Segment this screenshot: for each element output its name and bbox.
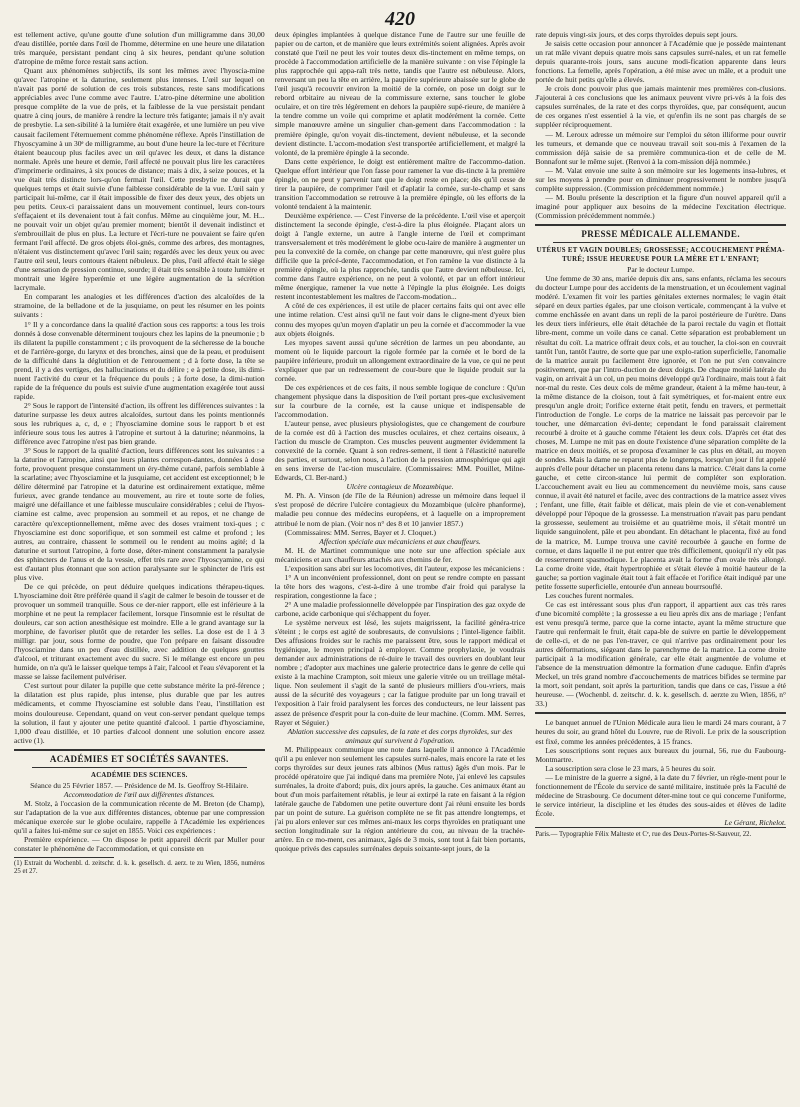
paragraph: C'est surtout pour dilater la pupille que cette substance mérite la pré-férence ; la dilatation est plus rapide, plus intense, plus durable que par les autres médicaments, et comme l'hyosciamine est soluble dans l'eau, l'instillation est moins douloureuse. Cependant, quand on veut con-server pendant quelque temps la solution, il faut y ajouter une petite quantité d'alcool. 1 partie d'hyosciamine, 1,000 d'eau distillée, et 10 parties d'alcool donnent une solution encore assez active (1). bbox=[14, 681, 265, 745]
paragraph: est tellement active, qu'une goutte d'une solution d'un milligramme dans 30,00 d'eau distillée, portée dans l'œil de l'homme, détermine en une heure une dilatation très marquée, persistant pendant cinq à six heures, pendant qu'une solution d'atropine de même force restait sans action. bbox=[14, 30, 265, 67]
paragraph: Les souscriptions sont reçues aux bureaux du journal, 56, rue du Faubourg-Montmartre. bbox=[535, 745, 786, 764]
paragraph: rate depuis vingt-six jours, et des corps thyroïdes depuis sept jours. bbox=[535, 30, 738, 39]
paragraph: A côté de ces expériences, il est utile de placer certains faits qui ont avec elle une intime relation. C'est ainsi qu'il ne faut voir dans le cligne-ment d'yeux bien connu des myopes qu'un moyen d'aplatir un peu la cornée et d'accommoder la vue aux objets éloignés. bbox=[274, 301, 526, 338]
paragraph: De ce qui précède, on peut déduire quelques indications thérapeu-tiques. L'hyosciamine doit être préférée quand il s'agit de calmer le besoin de tousser et de provoquer un sommeil tranquille. Sous ce der-nier rapport, elle est inférieure à la morphine et ne peut la remplacer facilement, lorsque l'insomnie est le résultat de douleurs, car son action anesthésique est moindre. Elle a le grand avantage sur la morphine, de favoriser plutôt que de retarder les selles. La dose est de 1 à 3 milligr. par jour, sous forme de poudre, que l'on prépare en faisant dissoudre l'hyosciamine dans un peu d'eau distillée, avec addition de quelques gouttes d'alcool, et triturant exactement avec du sucre. Si le mélange est encore un peu humide, on n'a qu'à le laisser quelque temps à l'air, l'alcool et l'eau s'évaporent et la masse se laisse facilement pulvériser. bbox=[14, 581, 265, 682]
title-divider bbox=[553, 242, 768, 243]
paragraph: M. Stolz, à l'occasion de la communication récente de M. Breton (de Champ), sur l'adaptation de la vue aux différentes distances, obtenue par une compression mécanique exercée sur le globe oculaire, rappelle à l'Académie les expériences qu'il a faites lui-même sur ce sujet en 1855. Voici ces expériences : bbox=[14, 798, 265, 836]
printer-line: Paris.— Typographie Félix Malteste et Cᵉ, rue des Deux-Portes-St-Sauveur, 22. bbox=[535, 827, 786, 839]
paragraph: La souscription sera close le 23 mars, à 5 heures du soir. bbox=[545, 763, 716, 773]
paragraph: L'auteur pense, avec plusieurs physiologistes, que ce changement de courbure de la cornée est dû à l'action des muscles oculaires, et chez certains oiseaux, à l'action du muscle de Crampton. Ces muscles peuvent augmenter évidemment la convexité de la cornée. Quant à son redres-sement, il tient à l'élasticité naturelle des parties, et surtout, selon nous, à l'action de la pression atmosphérique qui agit en sens inverse de l'ac-tion musculaire. (Commissaires: MM. Pouillet, Milne-Edwards, Cl. Ber-nard.) bbox=[274, 419, 526, 483]
paragraph: — M. Leroux adresse un mémoire sur l'emploi du séton illiforme pour ouvrir les tumeurs, et demande que ce nouveau travail soit sou-mis à l'examen de la commission déjà saisie de sa première communica-tion et de celle de M. Bonnafont sur le même sujet. (Renvoi à la com-mission déjà nommée.) bbox=[535, 129, 786, 166]
paragraph: 1° Il y a concordance dans la qualité d'action sous ces rapports: a tous les trois donnés à dose convenable déterminent toujours chez les lapins de la pneumonie ; b ils dilatent la pupille constamment ; c ils provoquent de la sécheresse de la bouche et de l'arrière-gorge, du larynx et des bronches, ainsi que de la peau, et produisent de la difficulté dans la déglutition et de l'enrouement ; d à forte dose, la tête se prend, il y a des vertiges, des hallucinations et du délire ; e à petite dose, ils dimi-nuent l'activité du cœur et la fréquence du pouls ; à forte dose, la dimi-nution rapide de la fréquence du pouls est suivie d'une augmentation exagérée tout aussi rapide. bbox=[14, 319, 265, 401]
paragraph: Le système nerveux est lésé, les sujets maigrissent, la facilité généra-trice s'éteint ; le corps est agité de soubresauts, de convulsions ; l'intel-ligence faiblit. Des affusions froides sur le rachis me paraissent être, sous le rapport médical et hygiénique, le moyen principal à employer. Comme prophylaxie, je voudrais demander aux administrations de ré-duire le travail des ouvriers en doublant leur nombre ; d'adopter aux machines une galerie protectrice dans le genre de celle qui existe à la machine Crampton, soit mieux une galerie vitrée ou un treillage métal-lique. Non seulement il s'agit de la santé de plusieurs milliers d'ou-vriers, mais aussi de la sécurité des voyageurs ; car la fatigue produite par un long travail et l'exposition à l'air froid paralysent les forces des conducteurs, ne leur laissent pas assez de présence d'esprit pour la con-duite de leur machine. (Comm. MM. Serres, Rayer et Séguier.) bbox=[274, 618, 526, 727]
paragraph: M. H. de Martinet communique une note sur une affection spéciale aux mécaniciens et aux chauffeurs attachés aux chemins de fer. bbox=[274, 545, 526, 564]
paragraph: Les couches furent normales. bbox=[545, 590, 634, 600]
page-number: 420 bbox=[385, 8, 415, 30]
title-divider bbox=[32, 767, 247, 768]
paragraph: — M. Valat envoie une suite à son mémoire sur les logements insa-lubres, et sur les moyens à prendre pour en diminuer progressivement le nombre jusqu'à complète suppression. (Commission précédemment nommée.) bbox=[535, 165, 786, 193]
paragraph: 1° A un inconvénient professionnel, dont on peut se rendre compte en passant la tête hors des wagons, c'est-à-dire à une trombe d'air froid qui paralyse la respiration, congestionne la face ; bbox=[274, 572, 526, 600]
article-title: Affection spéciale aux mécaniciens et aux chauffeurs. bbox=[319, 536, 481, 546]
paragraph: En comparant les analogies et les différences d'action des alcaloïdes de la stramoine, de la belladone et de la jusquiame, on peut les résumer en les points suivants : bbox=[14, 292, 265, 320]
column-left bbox=[14, 30, 265, 1095]
paragraph: Je saisis cette occasion pour annoncer à l'Académie que je possède maintenant un rat mâle vivant depuis quatre mois sans capsules surré-nales, et un rat femelle depuis quarante-trois jours, sans aucune modi-fication apparente dans leurs fonctions. La femelle, après l'opération, a été mise avec un mâle, et a produit une portée de huit petits qu'elle a élevés. bbox=[535, 39, 786, 85]
byline: Par le docteur Lumpe. bbox=[627, 265, 695, 275]
column-middle bbox=[275, 30, 526, 1095]
section-divider bbox=[535, 712, 786, 714]
paragraph: Première expérience. — On dispose le petit appareil décrit par Muller pour constater le phénomène de l'accommodation, et qui consiste en bbox=[14, 835, 265, 854]
paragraph: — M. Boulu présente la description et la figure d'un nouvel appareil qu'il a imaginé pour appliquer aux besoins de la médecine l'excitation électrique. (Commission précédemment nommée.) bbox=[535, 192, 786, 220]
paragraph: 2° Sous le rapport de l'intensité d'action, ils offrent les différences suivantes : la daturine surpasse les deux autres alcaloïdes, surtout dans les points mentionnés sous les rubriques a, c, d, e ; l'hyosciamine domine sous le rapport b et est inférieure sous tous les autres à l'atropine et surtout à la daturine; néanmoins, la différence avec l'atropine n'est pas bien grande. bbox=[14, 400, 265, 447]
paragraph: Ce cas est intéressant sous plus d'un rapport, il appartient aux cas très rares d'une bicornité complète ; la grossesse a eu lieu après dix ans de mariage ; l'enfant est venu presqu'à terme, parce que la corne intacte, ayant la même structure que l'autre qui renfermait le fruit, était capa-ble de suivre en partie le développement de celle-ci, et de ne pas l'en-traver, ce qui n'arrive pas ordinairement pour les autres déformations, siégeant dans le parenchyme de la matrice. La corne droite participait à la modification générale, car elle était augmentée de volume et l'absence de la menstruation démontre la formation d'une caduque. Enfin d'après Meckel, un très grand nombre d'accouchements de matrices bifides se termine par la mort, soit pendant, soit après la parturition, tandis que dans ce cas, l'issue a été heureuse. — (Wochenbl. d. zeitschr. d. k. k. gesellsch. d. aerzte zu Wien, 1856, n° 33.) bbox=[535, 599, 786, 709]
paragraph: Le banquet annuel de l'Union Médicale aura lieu le mardi 24 mars courant, à 7 heures du soir, au grand hôtel du Louvre, rue de Rivoli. Le prix de la souscription est fixé, comme les années précédentes, à 15 francs. bbox=[535, 718, 786, 746]
paragraph: M. Ph. A. Vinson (de l'île de la Réunion) adresse un mémoire dans lequel il s'est proposé de décrire l'ulcère contagieux du Mozambique (ulcère phanforme), maladie peu connue des médecins européens, et à laquelle on a improprement attribué le nom de pian. (Voir nos n° des 8 et 10 janvier 1857.) bbox=[274, 491, 526, 528]
paragraph: Les myopes savent aussi qu'une sécrétion de larmes un peu abondante, au moment où le liquide parcourt la rigole formée par la cornée et le bord de la paupière inférieure, produit un allongement extraordinaire de la vue, ce qui ne peut s'expliquer que par un redressement de cour-bure que le liquide produit sur la cornée. bbox=[274, 337, 526, 383]
paragraph: (Commissaires: MM. Serres, Bayer et J. Cloquet.) bbox=[284, 527, 436, 537]
paragraph: Une femme de 30 ans, mariée depuis dix ans, sans enfants, réclama les secours du docteur Lumpe pour des accidents de la menstruation, et un écoulement vaginal modéré. L'examen fit voir les parties génitales externes normales; le vagin était séparé en deux parties égales, par une cloison verticale, commençant à la vulve et comme enchâssée en avant dans un repli de la paroi postérieure de l'urètre. Dans les deux tiers inférieurs, elle était détachée de la paroi rectale du vagin et flottait libre-ment, comme un voile dans ce canal. Cette séparation est probablement un résultat du coït. La matrice offrait deux cols, et au toucher, la cloi-son en couvrait tantôt l'un, tantôt l'autre, de sorte que par une explo-ration superficielle, l'anomalie de la matrice aurait pu facilement être ignorée, et l'on ne put s'en convaincre positivement, que par l'intro-duction de deux doigts. De chaque moitié latérale du vagin, on arrivait à un col, un peu moins développé qu'à l'ordinaire, mais tout à fait nor-mal du reste. Ces deux cols de même grandeur, étaient à la même hau-teur, à la même distance de la cloison, tout à fait symétriques, et for-maient entre eux presqu'un angle droit; l'orifice externe était petit, fendu en travers, et permettait l'introduction de l'ongle. Le corps de la matrice ne laissait pas percevoir par le toucher, une démarcation évi-dente; cependant le fond paraissait clairement recourbé à droite et à gauche comme l'étaient les deux cols. D'après cet état des choses, M. Lumpe ne mit pas en doute l'existence d'une séparation complète de la matrice en deux moitiés, et se proposa d'examiner le cas plus en détail, au moyen de sondes. Mais la dame ne reparut plus de longtemps, lorsqu'un jour il fut appelé auprès d'elle pour détacher un placenta retenu dans la matrice. C'était dans la corne gauche, et cette circon-stance lui permit de compléter son exploration. L'accouchement avait eu lieu au commencement du neuvième mois, sans cause connue, il avait été naturel et facile, avec des contractions de la matrice assez vives ; l'enfant, une fille, était faible et délicat, mais plein de vie et con-venablement développé pour l'époque de la grossesse. La menstruation n'avait pas paru pendant la grossesse, seulement au troisième et au quatrième mois, il s'était montré un liquide sanguinolent, pâle et peu abondant. En détachant le placenta, fixé au fond de la matrice, M. Lumpe trouva une cavité recourbée à gauche en forme de cornue, et dans laquelle il ne put entrer que très difficilement, quoiqu'il n'y eût pas de resserrement spasmodique. Le placenta avait la forme d'un ovale très allongé. La corne droite vide, était hypertrophiée et s'était élevée à moitié hauteur de la gauche; sa portion vaginale était tout à fait effacée et l'orifice était indiqué par une petite fossette superficielle, entourée d'un anneau bourrsouflé. bbox=[535, 274, 786, 591]
paragraph: L'exposition sans abri sur les locomotives, dit l'auteur, expose les mécaniciens : bbox=[284, 563, 525, 573]
paragraph: 3° Sous le rapport de la qualité d'action, leurs différences sont les suivantes : a la daturine et l'atropine, ainsi que leurs plantes correspon-dantes, données à dose forte, provoquent presque constamment un éry-thème cutané, parfois semblable à la scarlatine; avec l'hyosciamine et la jusquiame, cet accident est exceptionnel; b le délire déterminé par l'atropine et la daturine est ordinairement extatique, même furieux, avec grande tendance au mouvement, au rire et toute sorte de folies, maigré une défaillance et une faiblesse musculaire considérables ; celui de l'hyos-ciamine est calme, avec propension au sommeil et au repos, et ne change de caractère qu'exceptionnellement, même avec des doses vraiment toxi-ques ; c l'hyosciamine est donc soporifique, et son sommeil est calme et profond ; les autres, au contraire, chassent le sommeil ou le rendent au moins agité; d la daturine et surtout l'atropine, à forte dose, déter-minent constamment la paralysie des sphincters de l'anus et de la vessie, effet très rare avec l'hyoscyamine, ce qui est d'autant plus étonnant que son action paralysante sur le sphincter de l'iris est plus vive. bbox=[14, 446, 265, 582]
subsection-title: ACADÉMIE DES SCIENCES. bbox=[90, 771, 188, 779]
footnote-divider bbox=[14, 857, 114, 858]
paragraph: Quant aux phénomènes subjectifs, ils sont les mêmes avec l'hyoscia-mine qu'avec l'atropine et la daturine, seulement plus intenses. L'œil sur lequel on n'avait pas porté de solution de ces trois substances, reste sans modifications appréciables avec l'une comme avec l'autre. L'atro-pine détermine une abolition presque complète de la vue de près, et la faiblesse de la vue persistait pendant quatre à cinq jours, de manière à rendre la lecture très fatigante; jamais il n'y avait de presbytie. La sen-sibilité à la lumière était exagérée, et une lumière un peu vive causait facilement l'éternuement comme phénomène réflexe. Après l'instillation de l'hyoscyamine à un 30ᵉ de milligramme, au bout d'une heure la lec-ture et l'écriture étaient beaucoup plus faciles avec un œil qu'avec les deux, et dans la distance normale. Après une heure et demie, l'œil affecté ne pouvait plus lire les caractères d'imprimerie ordinaires, à six pouces de distance; mais à dix, à seize pouces, et la vue était très distincte lors-qu'on fermait l'œil. Cette presbytie ne durait que quelques temps et était suivie d'une faiblesse considérable de la vue. L'œil sain y participait lui-même, car il était impossible de fixer des deux yeux, des objets un peu petits. Ceux-ci paraissaient dans un mouvement continuel, leurs con-tours s'effaçaient et ils devenaient tout à fait confus. Même au cinquième jour, M. H... ne pouvait voir un objet qu'au premier moment; bientôt il devenait indistinct et s'embrouillait de plus en plus. La lecture et l'écri-ture ne pouvaient se faire qu'en fermant l'œil affecté. De gros objets éloi-gnés, comme des arbres, des montagnes, n'étaient vus distinctement qu'avec l'œil sain; regardés avec les deux yeux ou avec l'autre œil seul, leurs contours étaient nébuleux. De plus, l'œil affecté était le siège d'une sensation de pression continue, sourde; il était très sensible à toute lumière et montrait une légère hyperémie et une légère augmentation de la sécrétion lacrymale. bbox=[14, 66, 265, 293]
paragraph: deux épingles implantées à quelque distance l'une de l'autre sur une feuille de papier ou de carton, et de manière que leurs extrémités soient alignées. Après avoir constaté que l'œil ne peut les voir toutes deux dis-tinctement en même temps, on procède à l'accommodation artificielle de la manière suivante : on vise l'épingle la plus rapprochée qui appa-raît très nette, tandis que l'autre est nébuleuse. Alors, renversant un peu la tête en arrière, la paupière supérieure abaissée sur le globe de l'œil jusqu'à recouvrir environ la moitié de la cornée, on pose un doigt sur le rebord orbitaire au niveau de la commissure externe, sans toucher le globe oculaire, et on tire très légèrement en dehors la paupière supé-rieure, de manière à la tendre comme un voile qui comprime et aplatit modérément la cornée. Cette simple manœuvre amène un singulier chan-gement dans l'accommodation : la première épingle, qu'on voyait dis-tinctement, devient nébuleuse, et la seconde devient distincte. L'accom-modation s'est transportée artificiellement, et malgré la volonté, de la première épingle à la seconde. bbox=[274, 30, 526, 157]
article-title: Ablation successive des capsules, de la rate et des corps thyroïdes, sur des animaux qui survivent à l'opération. bbox=[287, 726, 513, 745]
section-divider bbox=[14, 749, 265, 751]
section-divider bbox=[535, 224, 786, 226]
section-title: ACADÉMIES ET SOCIÉTÉS SAVANTES. bbox=[49, 753, 229, 764]
paragraph: De ces expériences et de ces faits, il nous semble logique de conclure : Qu'un changement physique dans la disposition de l'œil portant pres-que exclusivement sur la courbure de la cornée, est la cause unique et indispensable de l'accommodation. bbox=[274, 382, 526, 419]
paragraph: 2° A une maladie professionnelle développée par l'inspiration des gaz oxyde de carbone, acide carbonique qui s'échappent du foyer. bbox=[274, 599, 526, 618]
column-right bbox=[535, 30, 786, 1095]
article-title: Accommodation de l'œil aux différentes distances. bbox=[63, 789, 215, 799]
paragraph: — Le ministre de la guerre a signé, à la date du 7 février, un règle-ment pour le fonctionnement de l'École du service de santé militaire, instituée près la Faculté de médecine de Strasbourg. Ce document déter-mine tout ce qui concerne l'uniforme, le service intérieur, la discipline et les études des sous-aides et élèves de ladite École. bbox=[535, 772, 786, 818]
section-title: PRESSE MÉDICALE ALLEMANDE. bbox=[581, 228, 740, 239]
session-info: Séance du 25 Février 1857. — Présidence de M. Is. Geoffroy St-Hilaire. bbox=[30, 780, 249, 790]
article-columns bbox=[14, 30, 786, 1095]
footnote: (1) Extrait du Wochenbl. d. zeitschr. d. k. k. gesellsch. d. aerz. te zu Wien, 1856, numéros 25 et 27. bbox=[14, 860, 265, 876]
paragraph: M. Philippeaux communique une note dans laquelle il annonce à l'Académie qu'il a pu enlever non seulement les capsules surré-nales, mais encore la rate et les corps thyroïdes sur deux jeunes rats albinos (Mus rattus) âgés d'un mois. Par le procédé opératoire que j'ai indiqué dans ma première Note, j'ai enlevé les capsules surrénales, la droite d'abord; puis, dix jours après, la gauche. Ces animaux étant au bout d'un mois parfaitement rétablis, je leur ai extirpé la rate en faisant à la région latérale gauche de l'abdomen une petite ouverture dont j'ai réuni ensuite les bords par un point de suture. La guérison complète ne se fit pas attendre longtemps, et j'ai pu alors enlever sur ces mêmes ani-maux les corps thyroïdes en pratiquant une section longitudinale sur la région antérieure du cou, au niveau de la trachée-artère. En ce mo-ment, ces animaux, âgés de 3 mois, sont tout à fait bien portants, quoique privés des capsules surrénales depuis soixante-sept jours, de la bbox=[274, 744, 526, 854]
signature: Le Gérant, Richelot. bbox=[724, 817, 786, 827]
paragraph: Dans cette expérience, le doigt est entièrement maître de l'accommo-dation. Quelque effort intérieur que l'on fasse pour ramener la vue dis-tincte à la première épingle, on ne peut y parvenir tant que le doigt reste en place; dès qu'il cesse de tirer la paupière, de comprimer l'œil et d'aplatir la cornée, sur-le-champ et sans transition l'accommodation se retrouve à la première épingle, où les efforts de la volonté tendaient à la maintenir. bbox=[274, 156, 526, 211]
paragraph: Je crois donc pouvoir plus que jamais maintenir mes premières con-clusions. J'ajouterai à ces conclusions que les animaux peuvent vivre pri-vés à la fois des capsules surrénales, de la rate et des corps thyroïdes, que, par conséquent, aucun de ces organes n'est essentiel à la vie, et qu'enfin ils ne sont pas chargés de se suppléer réciproquement. bbox=[535, 84, 786, 130]
article-title: UTÉRUS ET VAGIN DOUBLES; GROSSESSE; ACCOUCHEMENT PRÉMA-TURÉ; ISSUE HEUREUSE POUR LA MÈRE ET L'ENFANT; bbox=[536, 247, 785, 264]
paragraph: Deuxième expérience. — C'est l'inverse de la précédente. L'œil vise et aperçoit distinctement la seconde épingle, c'est-à-dire la plus éloignée. Plaçant alors un doigt à l'angle externe, un autre à l'angle interne de l'œil et comprimant transversalement et très modérément le globe ocu-laire de manière à augmenter un peu la convexité de la cornée, on change par cette manœuvre, qui n'est guère plus difficile que la précé-dente, l'accommodation, et l'on ramène la vue distincte à la première épingle, où la plus rapprochée, tandis que l'autre devient nébuleuse. Ici, comme dans l'autre expérience, on ne peut à volonté, et par un effort intérieur même énergique, ramener la vue nette à l'épingle la plus éloignée. Les doigts restent incontestablement les maîtres de l'accom-modation... bbox=[274, 210, 526, 302]
article-title: Ulcère contagieux de Mozambique. bbox=[346, 482, 454, 492]
